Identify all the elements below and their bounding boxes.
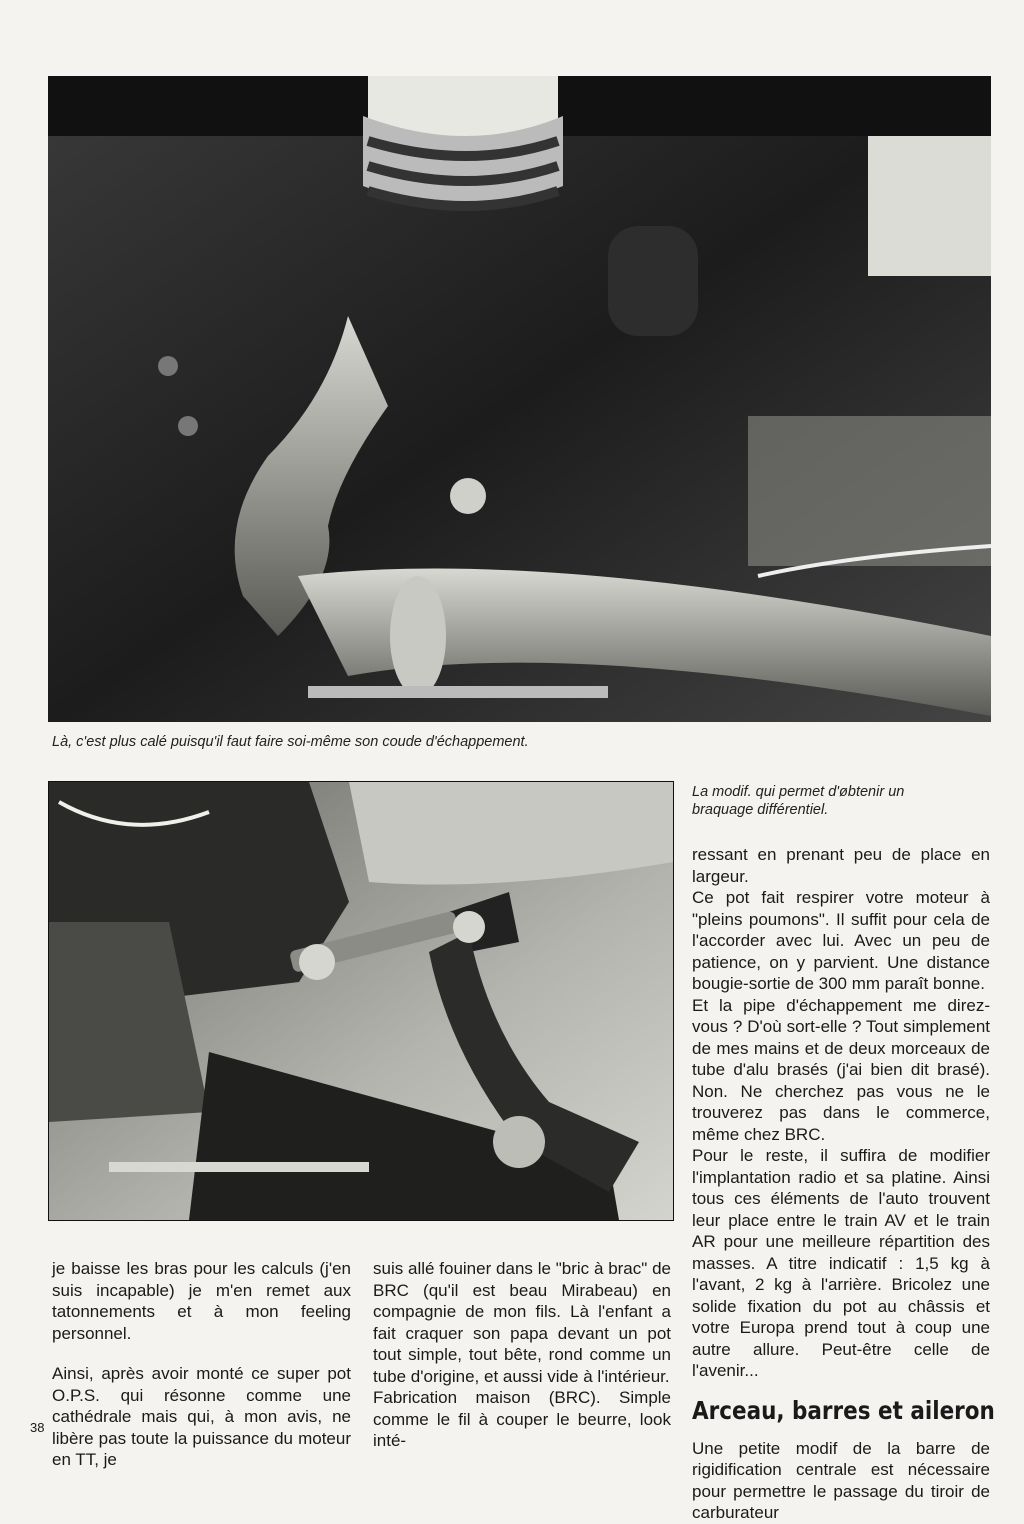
col3-paragraph-1: ressant en prenant peu de place en largeur. xyxy=(692,845,990,886)
steering-mod-photo xyxy=(48,781,674,1221)
column-middle xyxy=(373,1258,671,1452)
col1-paragraph-2: Ainsi, après avoir monté ce super pot O.P.S. qui résonne comme une cathédrale mais qui, à mon avis, ne libère pas toute la puissance du moteur en TT, je xyxy=(52,1364,351,1469)
col2-paragraph-1: suis allé fouiner dans le "bric à brac" de BRC (qu'il est beau Mirabeau) en compagnie de mon fils. Là l'enfant a fait craquer son papa devant un pot tout simple, tout bête, rond comme un tube d'origine, et aussi vide à l'intérieur. xyxy=(373,1259,671,1386)
col3-paragraph-3: Et la pipe d'échappement me direz-vous ? D'où sort-elle ? Tout simplement de mes mains et de deux morceaux de tube d'alu brasés (j'ai bien dit brasé). Non. Ne cherchez pas vous ne le trouverez pas dans le commerce, même chez BRC. xyxy=(692,995,990,1144)
col3-paragraph-4: Pour le reste, il suffira de modifier l'implantation radio et sa platine. Ainsi tous ces éléments de l'auto trouvent leur place entre le train AV et le train AR pour une meilleure répartition des masses. A titre indicatif : 1,5 kg à l'avant, 2 kg à l'arrière. Bricolez une solide fixation du pot au châssis et votre Europa prend tout à coup une autre allure. Peut-être celle de l'avenir... xyxy=(692,1146,990,1380)
page-number: 38 xyxy=(30,1420,45,1435)
col1-paragraph-1: je baisse les bras pour les calculs (j'en suis incapable) je m'en remet aux tatonnements et à mon feeling personnel. xyxy=(52,1259,351,1343)
section-heading: Arceau, barres et aileron xyxy=(692,1395,995,1425)
col3-paragraph-2: Ce pot fait respirer votre moteur à "pleins poumons". Il suffit pour cela de l'accorder avec lui. Avec un peu de patience, on y parvient. Une distance bougie-sortie de 300 mm paraît bonne. xyxy=(692,888,990,993)
photo1-caption: Là, c'est plus calé puisqu'il faut faire soi-même son coude d'échappement. xyxy=(52,734,529,750)
col3-paragraph-5: Une petite modif de la barre de rigidification centrale est nécessaire pour permettre le passage du tiroir de carburateur xyxy=(692,1438,990,1522)
column-right xyxy=(692,844,995,1524)
col2-paragraph-2: Fabrication maison (BRC). Simple comme le fil à couper le beurre, look inté- xyxy=(373,1388,671,1450)
engine-exhaust-photo xyxy=(48,76,991,722)
column-left xyxy=(52,1258,351,1471)
photo2-caption: La modif. qui permet d'øbtenir un braquage différentiel. xyxy=(692,784,905,818)
